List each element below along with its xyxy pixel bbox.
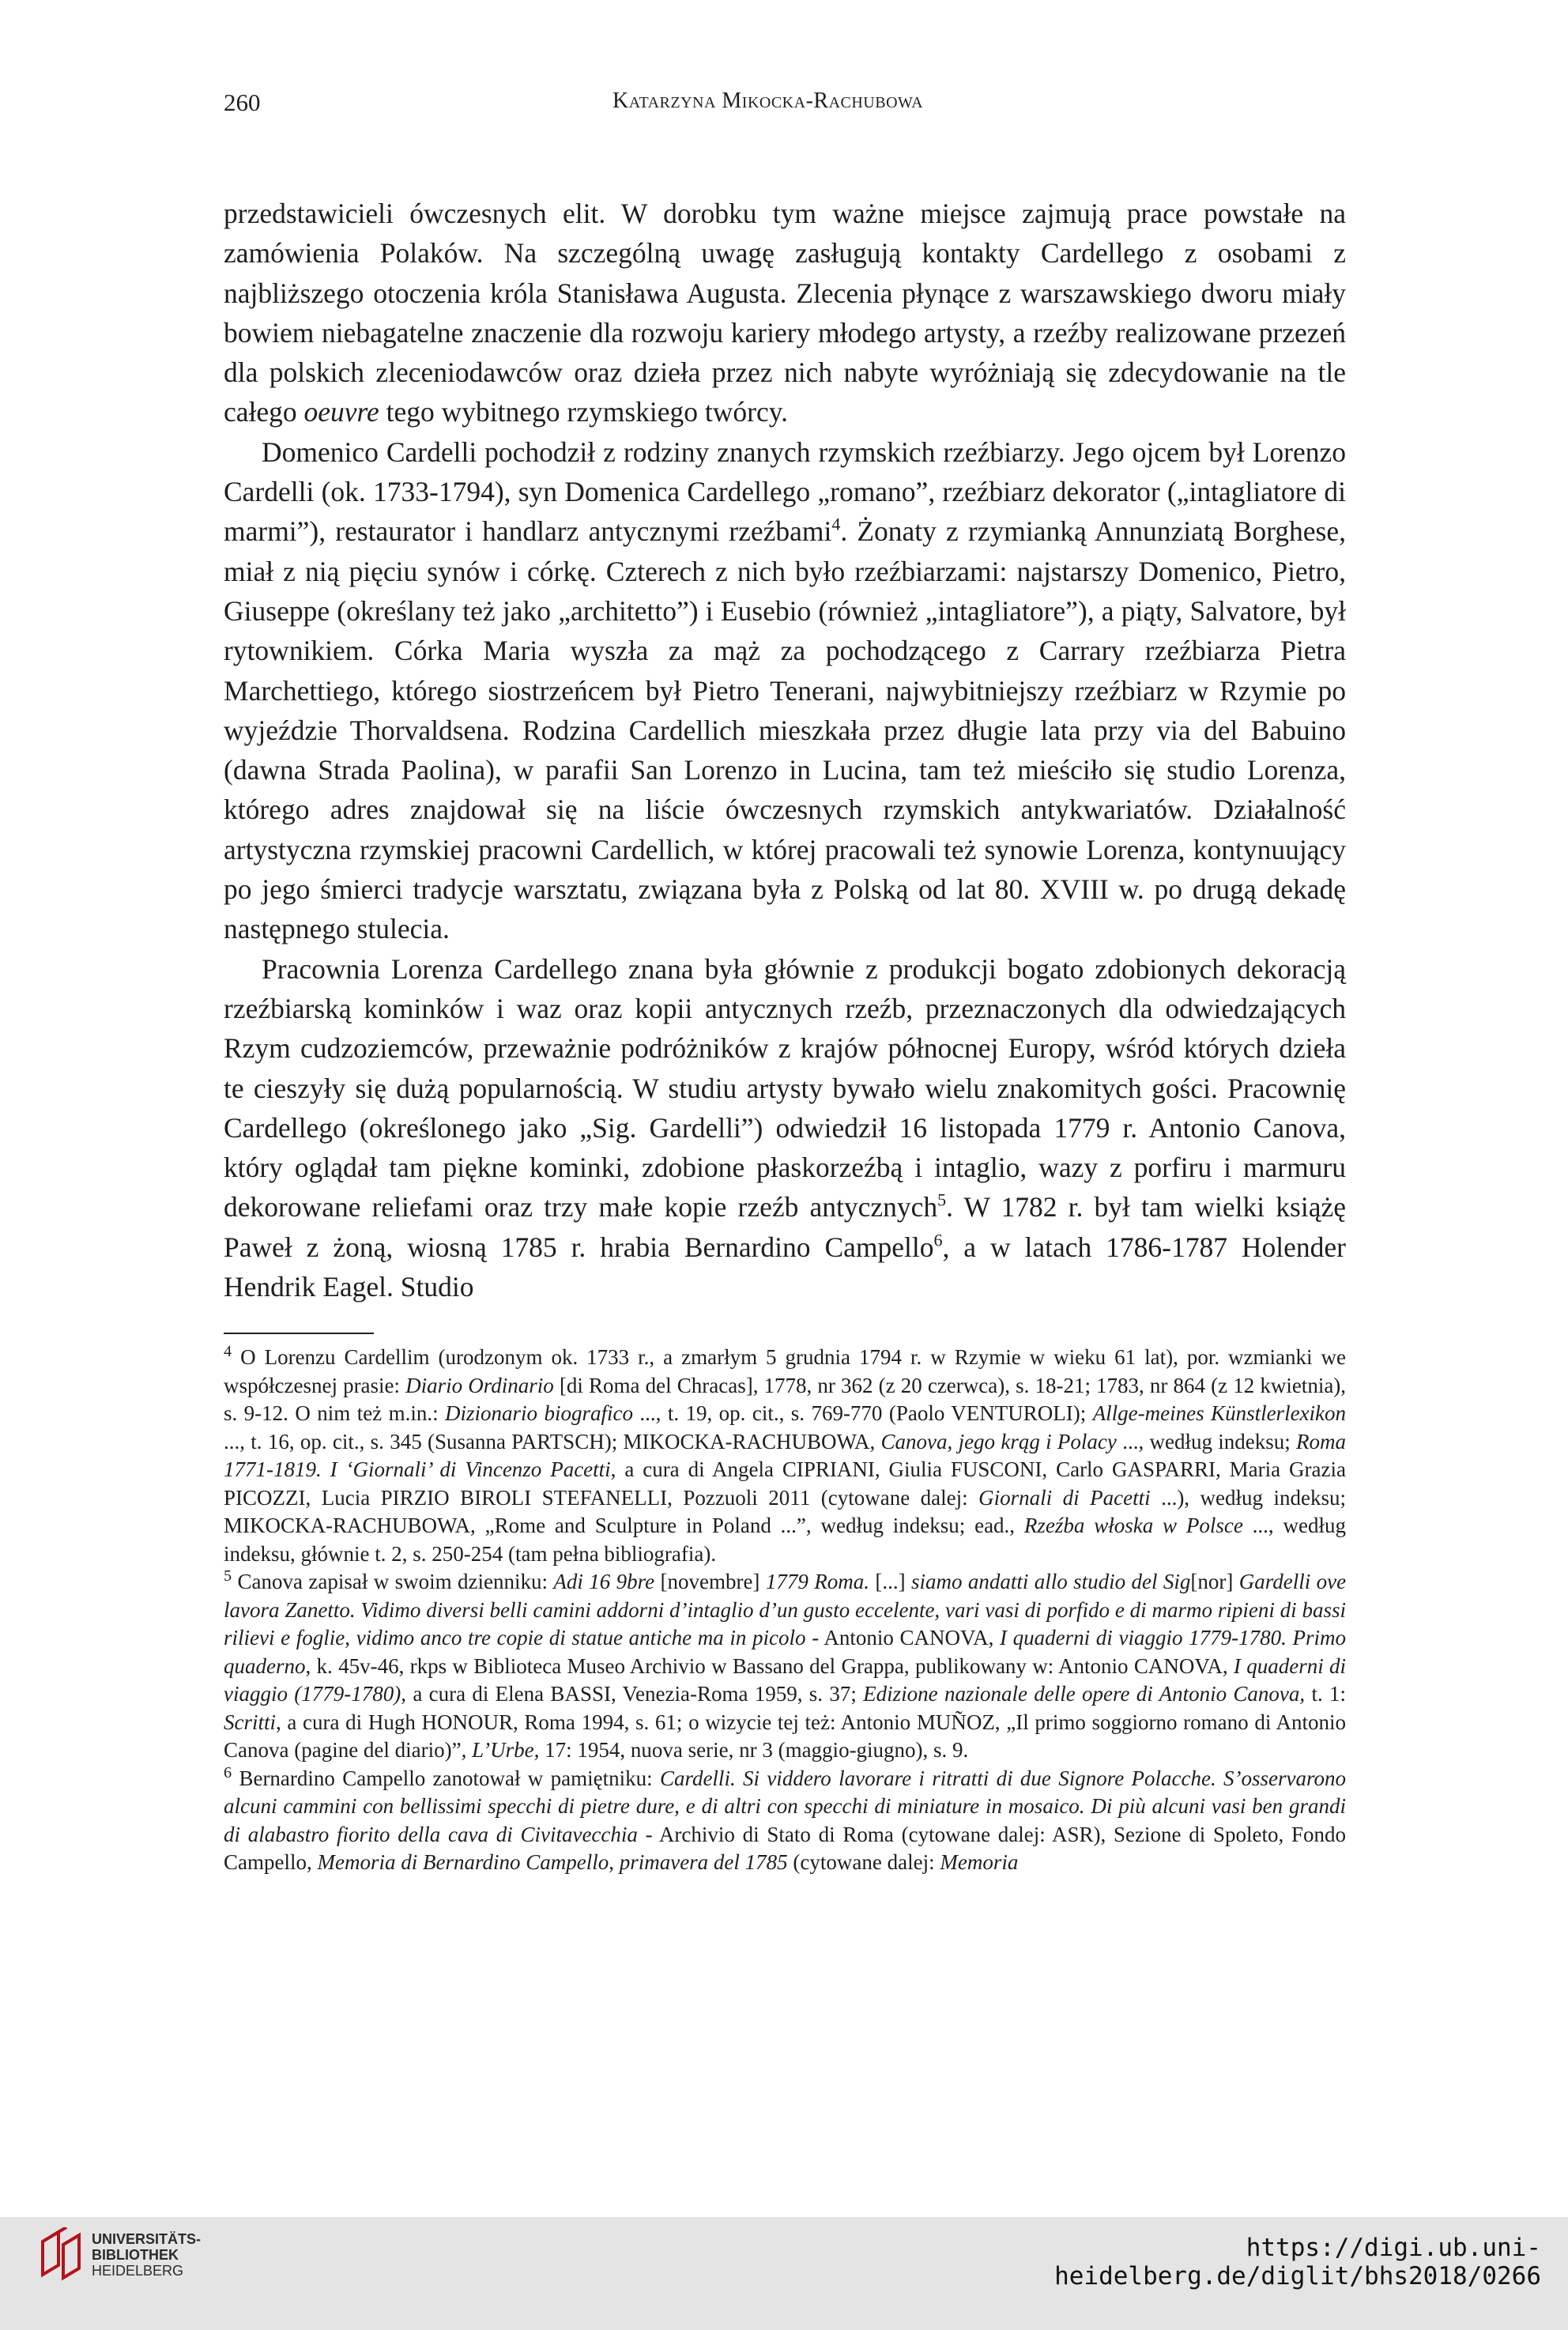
- fn5-italic-3: siamo andatti allo studio del Sig: [910, 1570, 1191, 1593]
- fn4-text-4: ..., t. 16, op. cit., s. 345 (Susanna PARTSCH); MIKOCKA-RACHUBOWA,: [224, 1429, 876, 1453]
- paragraph-2: [224, 432, 1346, 949]
- footnote-4-number: 4: [224, 1342, 232, 1360]
- paragraph-1-italic: oeuvre: [303, 396, 379, 428]
- library-name-line-1: UNIVERSITÄTS-: [92, 2231, 202, 2247]
- fn6-italic-1: Cardelli. Si viddero lavorare i ritratti di due Signore Polacche. S’osservarono alcuni cammini con bellissimi specchi di pietre dure, e di altri con specchi di miniature in mosaico. Di più alcuni vasi ben grandi di alabastro fiorito della cava di Civitavecchia: [224, 1766, 1347, 1846]
- fn5-text-6: , k. 45v-46, rkps w Biblioteca Museo Archivio w Bassano del Grappa, publikowany w: Antonio CANOVA,: [305, 1653, 1228, 1678]
- footnote-5-number: 5: [224, 1567, 232, 1585]
- fn5-italic-2: 1779 Roma.: [765, 1570, 869, 1593]
- fn4-text-1: O Lorenzu Cardellim (urodzonym ok. 1733 r., a zmarłym 5 grudnia 1794 r. w Rzymie w wieku 61 lat), por. wzmianki we współczesnej prasie:: [224, 1345, 1346, 1397]
- fn5-italic-5: I quaderni di viaggio 1779-1780. Primo quaderno: [224, 1626, 1347, 1678]
- fn6-text-4: (cytowane dalej:: [793, 1850, 935, 1874]
- fn5-text-1: Canova zapisał w swoim dzienniku:: [237, 1570, 548, 1593]
- fn5-text-8: t. 1:: [1311, 1682, 1347, 1706]
- library-name: [92, 2231, 201, 2279]
- fn5-text-7: a cura di Elena BASSI, Venezia-Roma 1959, s. 37;: [413, 1682, 857, 1706]
- footnote-4: [224, 1344, 1346, 1568]
- fn5-italic-8: Scritti: [224, 1710, 276, 1734]
- fn4-italic-4: Canova, jego krąg i Polacy: [880, 1429, 1117, 1453]
- fn6-text-2: - Archivio di Stato di Roma (cytowane dalej: ASR), Sezione di Spoleto, Fondo Campello,: [224, 1822, 1347, 1874]
- footnote-ref-5[interactable]: 5: [937, 1190, 947, 1210]
- source-url-link[interactable]: https://digi.ub.uni-heidelberg.de/diglit/bhs2018/0266: [1054, 2234, 1541, 2290]
- paragraph-2-text-a: Domenico Cardelli pochodził z rodziny znanych rzymskich rzeźbiarzy. Jego ojcem był Lorenzo Cardelli (ok. 1733-1794), syn Domenica Cardellego „romano”, rzeźbiarz dekorator („intagliatore di marmi”), restaurator i handlarz antycznymi rzeźbami: [224, 435, 1346, 548]
- fn5-text-2: [novembre]: [660, 1570, 760, 1593]
- fn4-italic-3: Allge-meines Künstlerlexikon: [1092, 1401, 1347, 1425]
- fn5-text-9: , a cura di Hugh HONOUR, Roma 1994, s. 61; o wizycie tej też: Antonio MUÑOZ, „Il primo soggiorno romano di Antonio Canova (pagine del diario)”: [224, 1710, 1346, 1762]
- fn4-text-2: [di Roma del Chracas], 1778, nr 362 (z 20 czerwca), s. 18-21; 1783, nr 864 (z 12 kwietnia), s. 9-12. O nim też m.in.:: [224, 1373, 1347, 1425]
- fn4-text-7: ...), według indeksu; MIKOCKA-RACHUBOWA, „Rome and Sculpture in Poland ...”, według indeksu; ead.,: [224, 1485, 1346, 1537]
- footnote-6-number: 6: [224, 1763, 232, 1781]
- footnotes: [224, 1344, 1346, 1877]
- fn4-text-3: ..., t. 19, op. cit., s. 769-770 (Paolo VENTUROLI);: [639, 1401, 1087, 1425]
- paragraph-3-text-c: , a w latach 1786-1787 Holender Hendrik Eagel. Studio: [224, 1231, 1346, 1303]
- fn4-text-6: , a cura di Angela CIPRIANI, Giulia FUSCONI, Carlo GASPARRI, Maria Grazia PICOZZI, Lucia PIRZIO BIROLI STEFANELLI, Pozzuoli 2011 (cytowane dalej:: [224, 1457, 1346, 1510]
- fn5-text-4: [nor]: [1190, 1570, 1234, 1593]
- paragraph-3-text-a: Pracownia Lorenza Cardellego znana była głównie z produkcji bogato zdobionych dekoracją rzeźbiarską kominków i waz oraz kopii antycznych rzeźb, przeznaczonych dla odwiedzających Rzym cudzoziemców, przeważnie podróżników z krajów północnej Europy, wśród których dzieła te cieszyły się dużą popularnością. W studiu artysty bywało wielu znakomitych gości. Pracownię Cardellego (określonego jako „Sig. Gardelli”) odwiedził 16 listopada 1779 r. Antonio Canova, który oglądał tam piękne kominki, zdobione płaskorzeźbą i intaglio, wazy z porfiru i marmuru dekorowane reliefami oraz trzy małe kopie rzeźb antycznych: [224, 952, 1346, 1223]
- fn5-text-3: [...]: [875, 1570, 906, 1593]
- fn5-italic-4: Gardelli ove lavora Zanetto. Vidimo diversi belli camini addorni d’intaglio d’un gusto eccelente, vari vasi di porfido e di marmo ripieni di bassi rilievi e foglie, vidimo anco tre copie di statue antiche ma in picolo: [224, 1570, 1347, 1649]
- page-number: 260: [224, 89, 261, 116]
- paragraph-1-text: przedstawicieli ówczesnych elit. W dorobku tym ważne miejsce zajmują prace powstałe na zamówienia Polaków. Na szczególną uwagę zasługują kontakty Cardellego z osobami z najbliższego otoczenia króla Stanisława Augusta. Zlecenia płynące z warszawskiego dworu miały bowiem niebagatelne znaczenie dla rozwoju kariery młodego artysty, a rzeźby realizowane przezeń dla polskich zleceniodawców oraz dzieła przez nich nabyte wyróżniają się zdecydowanie na tle całego: [224, 198, 1346, 428]
- paragraph-3-text-b: . W 1782 r. był tam wielki książę Paweł z żoną, wiosną 1785 r. hrabia Bernardino Campello: [224, 1191, 1346, 1263]
- fn6-text-3: ,: [609, 1850, 614, 1874]
- fn4-italic-1: Diario Ordinario: [405, 1373, 554, 1397]
- fn5-italic-7: Edizione nazionale delle opere di Antonio Canova,: [863, 1682, 1306, 1706]
- running-head: Katarzyna Mikocka-Rachubowa: [612, 89, 924, 113]
- paragraph-1: [224, 194, 1346, 432]
- fn5-text-5: - Antonio CANOVA,: [812, 1626, 994, 1649]
- fn4-text-5: ..., według indeksu;: [1122, 1429, 1291, 1453]
- fn4-italic-2: Dizionario biografico: [445, 1401, 633, 1425]
- paragraph-2-text-b: . Żonaty z rzymianką Annunziatą Borghese, miał z nią pięciu synów i córkę. Czterech z nich było rzeźbiarzami: najstarszy Domenico, Pietro, Giuseppe (określany też jako „architetto”) i Eusebio (również „intagliatore”), a piąty, Salvatore, był rytownikiem. Córka Maria wyszła za mąż za pochodzącego z Carrary rzeźbiarza Pietra Marchettiego, którego siostrzeńcem był Pietro Tenerani, najwybitniejszy rzeźbiarz w Rzymie po wyjeździe Thorvaldsena. Rodzina Cardellich mieszkała przez długie lata przy via del Babuino (dawna Strada Paolina), w parafii San Lorenzo in Lucina, tam też mieściło się studio Lorenza, którego adres znajdował się na liście ówczesnych rzymskich antykwariatów. Działalność artystyczna rzymskiej pracowni Cardellich, w której pracowali też synowie Lorenza, kontynuujący po jego śmierci tradycje warsztatu, związana była z Polską od lat 80. XVIII w. po drugą dekadę następnego stulecia.: [224, 515, 1346, 945]
- library-logo-icon[interactable]: [38, 2227, 84, 2283]
- paragraph-3: [224, 949, 1346, 1307]
- fn5-italic-6: I quaderni di viaggio (1779-1780),: [224, 1653, 1347, 1706]
- fn5-italic-9: , L’Urbe,: [461, 1738, 540, 1762]
- fn6-italic-3: primavera del 1785: [619, 1850, 788, 1874]
- fn4-italic-7: Rzeźba włoska w Polsce: [1023, 1514, 1243, 1537]
- footnote-ref-4[interactable]: 4: [831, 514, 841, 534]
- library-name-line-3: HEIDELBERG: [92, 2263, 184, 2279]
- fn5-italic-1: Adi 16 9bre: [553, 1570, 655, 1593]
- fn4-italic-5: Roma 1771-1819. I ‘Giornali’ di Vincenzo Pacetti: [224, 1429, 1347, 1481]
- fn6-italic-2: Memoria di Bernardino Campello: [317, 1850, 609, 1874]
- paragraph-1-end: tego wybitnego rzymskiego twórcy.: [386, 396, 789, 428]
- footnote-ref-6[interactable]: 6: [933, 1230, 943, 1250]
- library-name-line-2: BIBLIOTHEK: [92, 2247, 179, 2263]
- footnote-5: [224, 1568, 1346, 1765]
- fn6-text-1: Bernardino Campello zanotował w pamiętniku:: [239, 1766, 653, 1790]
- fn4-text-8: ..., według indeksu, głównie t. 2, s. 250-254 (tam pełna bibliografia).: [224, 1514, 1346, 1566]
- footnote-6: [224, 1765, 1346, 1877]
- fn4-italic-6: Giornali di Pacetti: [978, 1485, 1151, 1510]
- main-text: [224, 194, 1346, 1306]
- footnote-rule: [224, 1333, 374, 1334]
- fn5-text-10: 17: 1954, nuova serie, nr 3 (maggio-giugno), s. 9.: [545, 1738, 969, 1762]
- fn6-italic-4: Memoria: [940, 1850, 1019, 1874]
